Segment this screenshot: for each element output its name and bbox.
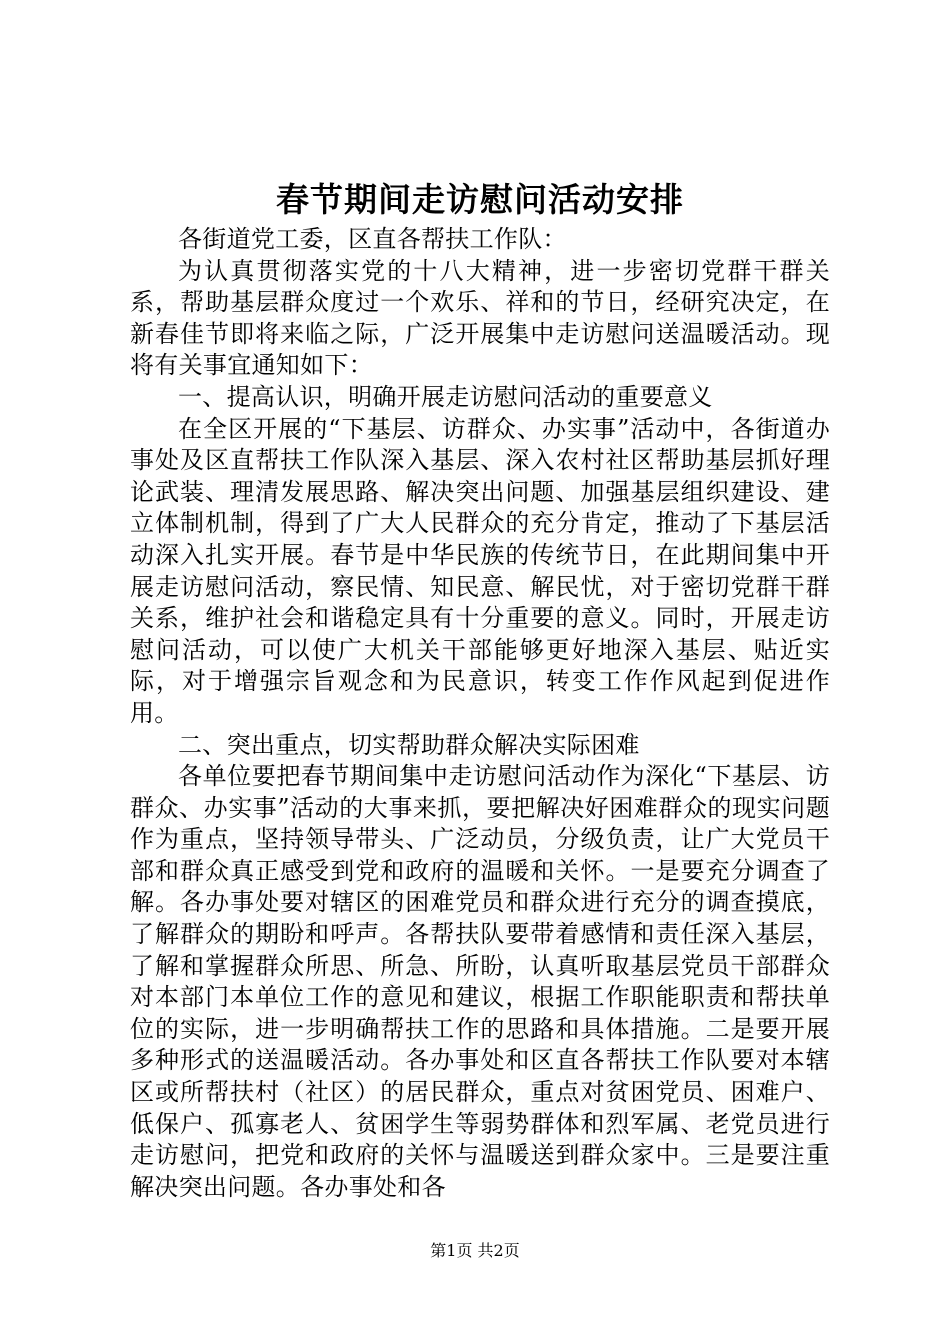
document-title: 春节期间走访慰问活动安排 [276, 180, 684, 219]
section-heading-2: 二、突出重点，切实帮助群众解决实际困难 [178, 730, 640, 759]
page-footer [0, 1241, 950, 1261]
intro-paragraph: 为认真贯彻落实党的十八大精神，进一步密切党群干群关系，帮助基层群众度过一个欢乐、祥和的节日，经研究决定，在新春佳节即将来临之际，广泛开展集中走访慰问送温暖活动。现将有关事宜通知如下： [130, 256, 830, 380]
document-body [130, 224, 830, 1203]
page-number-label: 第1页 共2页 [430, 1241, 520, 1260]
section-1-paragraph: 在全区开展的“下基层、访群众、办实事”活动中，各街道办事处及区直帮扶工作队深入基层、深入农村社区帮助基层抓好理论武装、理清发展思路、解决突出问题、加强基层组织建设、建立体制机制，得到了广大人民群众的充分肯定，推动了下基层活动深入扎实开展。春节是中华民族的传统节日，在此期间集中开展走访慰问活动，察民情、知民意、解民忧，对于密切党群干群关系，维护社会和谐稳定具有十分重要的意义。同时，开展走访慰问活动，可以使广大机关干部能够更好地深入基层、贴近实际，对于增强宗旨观念和为民意识，转变工作作风起到促进作用。 [130, 414, 830, 727]
section-heading-1: 一、提高认识，明确开展走访慰问活动的重要意义 [178, 382, 713, 411]
section-2-paragraph: 各单位要把春节期间集中走访慰问活动作为深化“下基层、访群众、办实事”活动的大事来抓，要把解决好困难群众的现实问题作为重点，坚持领导带头、广泛动员，分级负责，让广大党员干部和群众真正感受到党和政府的温暖和关怀。一是要充分调查了解。各办事处要对辖区的困难党员和群众进行充分的调查摸底，了解群众的期盼和呼声。各帮扶队要带着感情和责任深入基层，了解和掌握群众所思、所急、所盼，认真听取基层党员干部群众对本部门本单位工作的意见和建议，根据工作职能职责和帮扶单位的实际，进一步明确帮扶工作的思路和具体措施。二是要开展多种形式的送温暖活动。各办事处和区直各帮扶工作队要对本辖区或所帮扶村（社区）的居民群众，重点对贫困党员、困难户、低保户、孤寡老人、贫困学生等弱势群体和烈军属、老党员进行走访慰问，把党和政府的关怀与温暖送到群众家中。三是要注重解决突出问题。各办事处和各 [130, 762, 830, 1201]
document-page [130, 178, 830, 1203]
salutation-paragraph: 各街道党工委，区直各帮扶工作队： [178, 225, 567, 253]
